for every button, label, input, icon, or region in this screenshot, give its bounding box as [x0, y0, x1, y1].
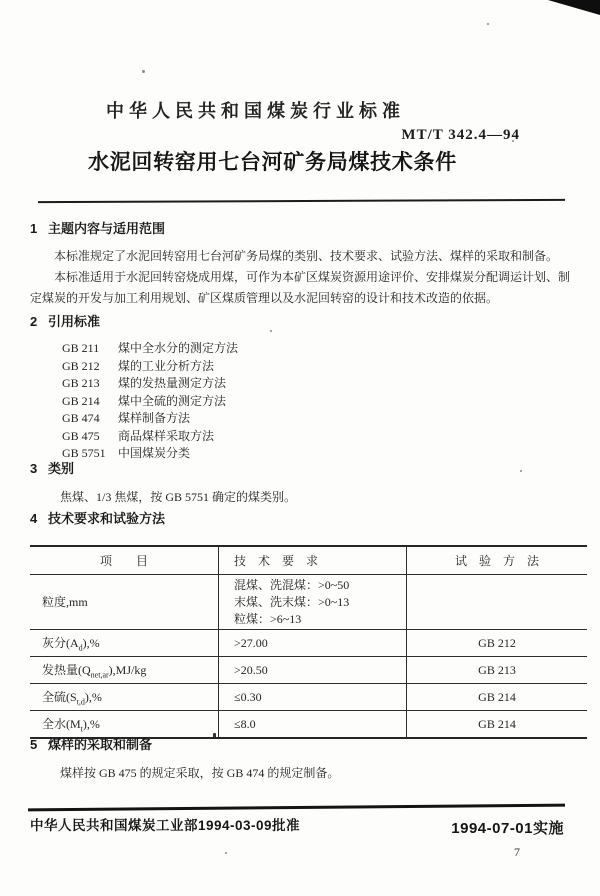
scope-paragraph-2: 本标准适用于水泥回转窑烧成用煤，可作为本矿区煤炭资源用途评价、安排煤炭分配调运计划、制定煤炭的开发与加工利用规划、矿区煤质管理以及水泥回转窑的设计和技术改造的依据。 [30, 270, 571, 305]
table-row-sulfur [30, 684, 587, 711]
reference-code: GB 214 [62, 393, 100, 408]
section-3-heading [30, 458, 570, 477]
section-4-title: 技术要求和试验方法 [48, 511, 166, 526]
reference-item [62, 340, 570, 358]
scope-paragraph-1: 本标准规定了水泥回转窑用七台河矿务局煤的类别、技术要求、试验方法、煤样的采取和制备。 [54, 249, 559, 263]
requirement-line: 粒煤：>6~13 [234, 611, 302, 626]
item-subscript: d [78, 643, 83, 653]
section-1-title: 主题内容与适用范围 [48, 221, 166, 236]
section-4-number: 4 [30, 511, 38, 526]
reference-title: 商品煤样采取方法 [118, 428, 215, 443]
reference-item [62, 375, 570, 393]
item-text: ),% [84, 689, 102, 704]
spec-table [30, 545, 587, 739]
reference-code: GB 211 [62, 341, 100, 355]
reference-title: 煤中全硫的测定方法 [118, 393, 227, 408]
section-references [30, 311, 570, 463]
footer-divider [28, 804, 565, 811]
footer-approval: 中华人民共和国煤炭工业部1994-03-09批准 [30, 818, 301, 833]
section-5-number: 5 [30, 737, 38, 752]
reference-code: GB 474 [62, 411, 100, 425]
reference-code: GB 5751 [62, 446, 106, 460]
item-cell [30, 657, 219, 684]
method-cell: GB 214 [407, 684, 588, 711]
col-header-requirement: 技 术 要 求 [219, 546, 407, 575]
item-text: 全硫(S [42, 689, 77, 704]
item-text: ),MJ/kg [108, 662, 147, 677]
reference-item [62, 428, 570, 446]
sampling-body: 煤样按 GB 475 的规定采取，按 GB 474 的规定制备。 [60, 766, 340, 780]
table-row-granularity [30, 575, 587, 630]
item-text: 全水(M [42, 716, 81, 731]
scan-speck [487, 23, 489, 25]
requirement-cell: ≤0.30 [219, 684, 407, 711]
item-text: 粒度,mm [42, 594, 88, 609]
reference-item [62, 393, 570, 411]
scan-speck [225, 852, 227, 854]
section-5-heading [30, 734, 570, 753]
item-text: 发热量(Q [42, 662, 91, 677]
section-scope [30, 218, 570, 309]
item-cell [30, 684, 219, 711]
page-number: 7 [514, 845, 520, 859]
requirement-cell [219, 575, 407, 630]
item-cell [30, 630, 219, 657]
requirement-cell: >20.50 [219, 657, 407, 684]
method-cell: GB 214 [407, 711, 588, 739]
method-cell: GB 213 [407, 657, 588, 684]
section-5-title: 煤样的采取和制备 [48, 737, 153, 752]
reference-code: GB 212 [62, 358, 100, 373]
document-title: 水泥回转窑用七台河矿务局煤技术条件 [88, 151, 457, 174]
item-text: ),% [82, 635, 100, 650]
item-subscript: t [80, 724, 83, 734]
reference-title: 煤的工业分析方法 [118, 358, 215, 373]
references-list [30, 340, 570, 463]
section-2-title: 引用标准 [48, 314, 101, 329]
item-text: 灰分(A [42, 635, 79, 650]
col-header-method: 试 验 方 法 [407, 546, 588, 575]
reference-title: 煤中全水分的测定方法 [118, 341, 239, 355]
section-1-number: 1 [30, 221, 38, 236]
classification-body: 焦煤、1/3 焦煤，按 GB 5751 确定的煤类别。 [60, 490, 297, 504]
item-cell [30, 575, 219, 630]
requirement-cell: ≤8.0 [219, 711, 407, 739]
section-2-number: 2 [30, 314, 38, 329]
reference-title: 煤的发热量测定方法 [118, 376, 227, 390]
table-row-calorific [30, 657, 587, 684]
method-cell: GB 212 [407, 630, 588, 657]
scan-corner-artifact [548, 0, 600, 15]
reference-title: 中国煤炭分类 [118, 446, 191, 460]
section-3-title: 类别 [48, 461, 75, 476]
section-requirements [30, 508, 570, 739]
item-subscript: t,d [76, 697, 85, 707]
requirement-line: 混煤、洗混煤：>0~50 [234, 577, 350, 592]
reference-item [62, 358, 570, 376]
reference-code: GB 213 [62, 376, 100, 390]
section-4-heading [30, 508, 570, 527]
section-sampling [30, 734, 570, 781]
reference-item [62, 410, 570, 428]
requirement-cell: >27.00 [219, 630, 407, 657]
reference-code: GB 475 [62, 428, 100, 443]
header-divider [38, 199, 565, 203]
section-classification [30, 458, 570, 505]
footer-implementation-date: 1994-07-01实施 [451, 820, 564, 837]
scan-speck [142, 70, 145, 73]
section-1-heading [30, 218, 570, 237]
item-text: ),% [82, 716, 100, 731]
col-header-item: 项 目 [30, 546, 219, 575]
item-subscript: net,ar [90, 670, 109, 680]
section-3-number: 3 [30, 461, 38, 476]
section-2-heading [30, 311, 570, 330]
method-cell [407, 575, 588, 630]
table-row-ash [30, 630, 587, 657]
table-header-row [30, 546, 587, 575]
standard-category-heading: 中华人民共和国煤炭行业标准 [106, 101, 405, 121]
requirement-line: 末煤、洗末煤：>0~13 [234, 594, 350, 609]
reference-title: 煤样制备方法 [118, 411, 191, 425]
standard-code: MT/T 342.4—94 [401, 127, 520, 143]
